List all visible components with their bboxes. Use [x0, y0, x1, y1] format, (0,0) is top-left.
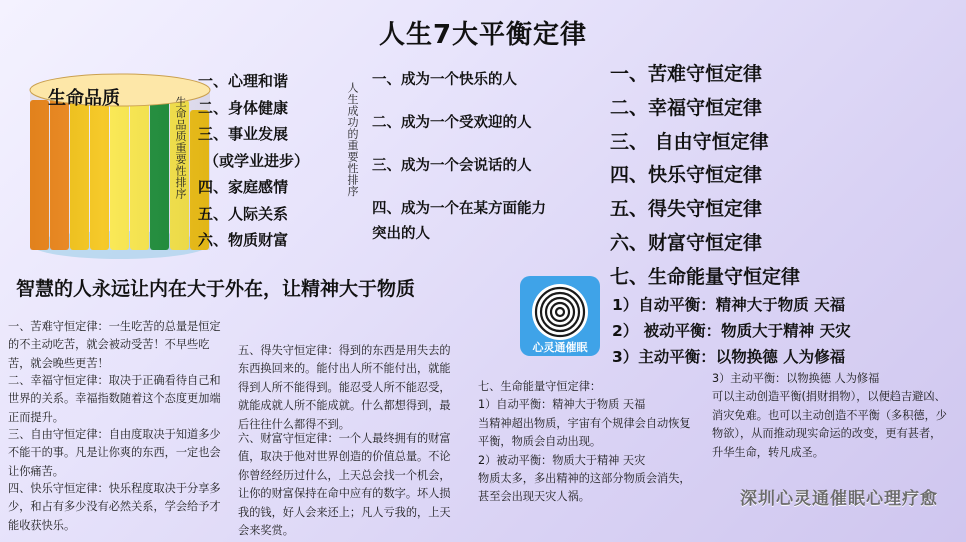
para-freedom: 三、自由守恒定律：自由度取决于知道多少不能干的事。凡是让你爽的东西，一定也会让你痛苦。	[8, 428, 221, 478]
para-happiness: 二、幸福守恒定律：取决于正确看待自己和世界的关系。幸福指数随着这个态度更加端正而提升。	[8, 374, 221, 424]
para-life-energy: 七、生命能量守恒定律： 1）自动平衡：精神大于物质 天福 当精神超出物质，宇宙有个规律会自动恢复平衡，物质会自动出现。 2）被动平衡：物质大于精神 天灾 物质太多，多出精神的这部分物质会消失，甚至会出现天灾人祸。	[478, 380, 691, 504]
life-quality-item: 一、心理和谐	[198, 72, 289, 90]
para-joy: 四、快乐守恒定律：快乐程度取决于分享多少，和占有多少没有必然关系，学会给予才能收获快乐。	[8, 482, 221, 532]
barrel-vertical-label: 生命品质重要性排序	[174, 96, 187, 200]
law-item: 二、幸福守恒定律	[610, 96, 763, 119]
balance-sub-list	[612, 292, 851, 370]
life-quality-item: 四、家庭感情	[198, 178, 289, 196]
law-item: 六、财富守恒定律	[610, 231, 763, 254]
wise-line: 智慧的人永远让内在大于外在，让精神大于物质	[16, 278, 416, 300]
success-item: 二、成为一个受欢迎的人	[372, 115, 532, 131]
life-quality-item: （或学业进步）	[204, 151, 310, 170]
balance-item: 1）自动平衡：精神大于物质 天福	[612, 296, 846, 314]
success-item: 三、成为一个会说话的人	[372, 158, 532, 174]
page-title: 人生7大平衡定律	[378, 20, 588, 50]
law-item: 三、 自由守恒定律	[610, 130, 769, 153]
law-item: 七、生命能量守恒定律	[610, 265, 801, 288]
law-item: 一、苦难守恒定律	[610, 63, 763, 85]
brand-watermark: 深圳心灵通催眠心理疗愈	[740, 489, 938, 509]
para-gain-loss: 五、得失守恒定律：得到的东西是用失去的东西换回来的。能付出人所不能付出，就能得到人所不能得到。能忍受人所不能忍受，就能成就人所不能成就。什么都想得到，最后往往什么都得不到。	[238, 344, 451, 431]
para-wealth: 六、财富守恒定律：一个人最终拥有的财富值，取决于他对世界创造的价值总量。不论你曾经经历过什么，上天总会找一个机会，让你的财富保持在命中应有的数字。坏人损我的钱，好人会来还上；凡人亏我的，上天会来奖赏。	[238, 432, 451, 538]
success-item: 突出的人	[372, 226, 430, 242]
success-list	[372, 68, 546, 265]
para-suffering: 一、苦难守恒定律：一生吃苦的总量是恒定的不主动吃苦，就会被动受苦！不早些吃苦，就会晚些更苦！	[8, 320, 221, 370]
success-item: 四、成为一个在某方面能力	[372, 201, 546, 217]
laws-list	[610, 58, 800, 295]
success-item: 一、成为一个快乐的人	[372, 72, 517, 88]
life-quality-item: 三、事业发展	[198, 125, 289, 143]
life-quality-item: 五、人际关系	[198, 204, 289, 223]
balance-item: 2） 被动平衡：物质大于精神 天灾	[612, 322, 851, 340]
success-vertical-label: 人生成功的重要性排序	[346, 82, 359, 197]
logo-text: 心灵通催眠	[532, 341, 588, 354]
barrel-illustration	[20, 60, 220, 265]
barrel-label: 生命品质	[48, 88, 120, 109]
hypnosis-logo	[520, 276, 600, 356]
balance-item: 3）主动平衡：以物换德 人为修福	[612, 348, 846, 366]
law-item: 五、得失守恒定律	[610, 198, 763, 221]
para-active-balance: 3）主动平衡：以物换德 人为修福 可以主动创造平衡(捐财捐物），以便趋吉避凶、消灾免难。也可以主动创造不平衡（多积德，少物欲），从而推动现实命运的改变，更有甚者，升华生命，转凡成圣。	[712, 372, 947, 459]
life-quality-item: 六、物质财富	[198, 231, 289, 249]
life-quality-list	[198, 68, 309, 254]
life-quality-item: 二、身体健康	[198, 98, 289, 117]
law-item: 四、快乐守恒定律	[610, 164, 763, 187]
